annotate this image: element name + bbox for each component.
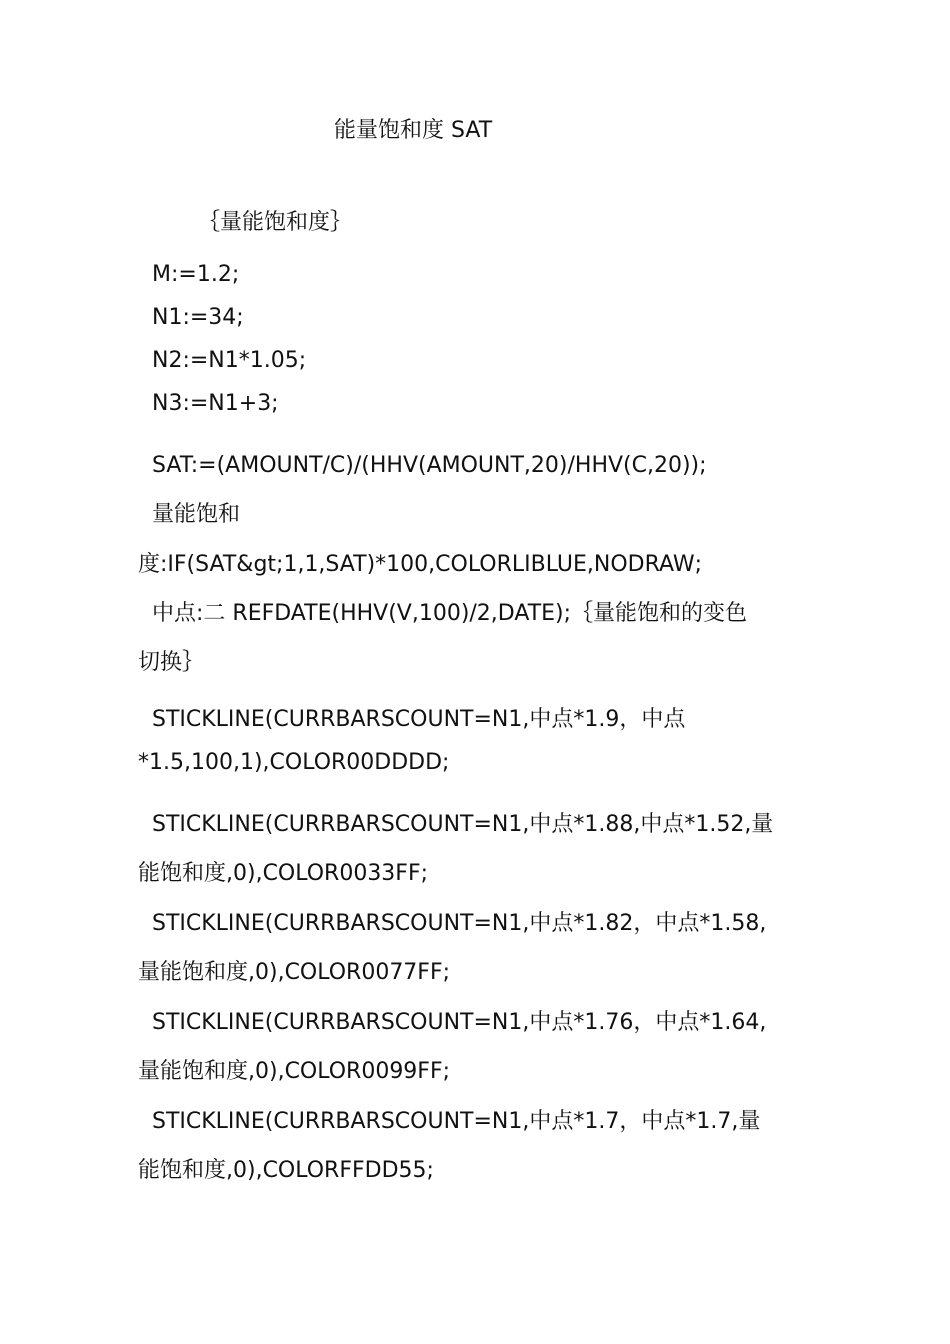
- code-line: STICKLINE(CURRBARSCOUNT=N1,中点*1.82，中点*1.58,: [152, 911, 767, 936]
- code-line: M:=1.2;: [152, 262, 240, 287]
- code-line: *1.5,100,1),COLOR00DDDD;: [138, 750, 450, 775]
- comment-heading: ｛量能饱和度｝: [198, 210, 353, 235]
- code-line: 能饱和度,0),COLOR0033FF;: [138, 861, 429, 886]
- code-line: 中点:二 REFDATE(HHV(V,100)/2,DATE);｛量能饱和的变色: [152, 601, 748, 626]
- code-line: 切换｝: [138, 650, 205, 675]
- code-line: N3:=N1+3;: [152, 391, 279, 416]
- code-line: 度:IF(SAT&gt;1,1,SAT)*100,COLORLIBLUE,NODRAW;: [138, 552, 703, 577]
- code-line: 能饱和度,0),COLORFFDD55;: [138, 1158, 434, 1183]
- code-line: 量能饱和: [152, 502, 241, 527]
- document-title: 能量饱和度 SAT: [334, 118, 493, 143]
- code-line: 量能饱和度,0),COLOR0077FF;: [138, 960, 451, 985]
- code-line: STICKLINE(CURRBARSCOUNT=N1,中点*1.88,中点*1.52,量: [152, 812, 774, 837]
- code-line: 量能饱和度,0),COLOR0099FF;: [138, 1059, 451, 1084]
- code-line: STICKLINE(CURRBARSCOUNT=N1,中点*1.76，中点*1.64,: [152, 1010, 767, 1035]
- code-line: N1:=34;: [152, 305, 244, 330]
- code-line: STICKLINE(CURRBARSCOUNT=N1,中点*1.9，中点: [152, 707, 686, 732]
- code-line: N2:=N1*1.05;: [152, 348, 307, 373]
- code-line: SAT:=(AMOUNT/C)/(HHV(AMOUNT,20)/HHV(C,20));: [152, 453, 707, 478]
- code-line: STICKLINE(CURRBARSCOUNT=N1,中点*1.7，中点*1.7,量: [152, 1109, 761, 1134]
